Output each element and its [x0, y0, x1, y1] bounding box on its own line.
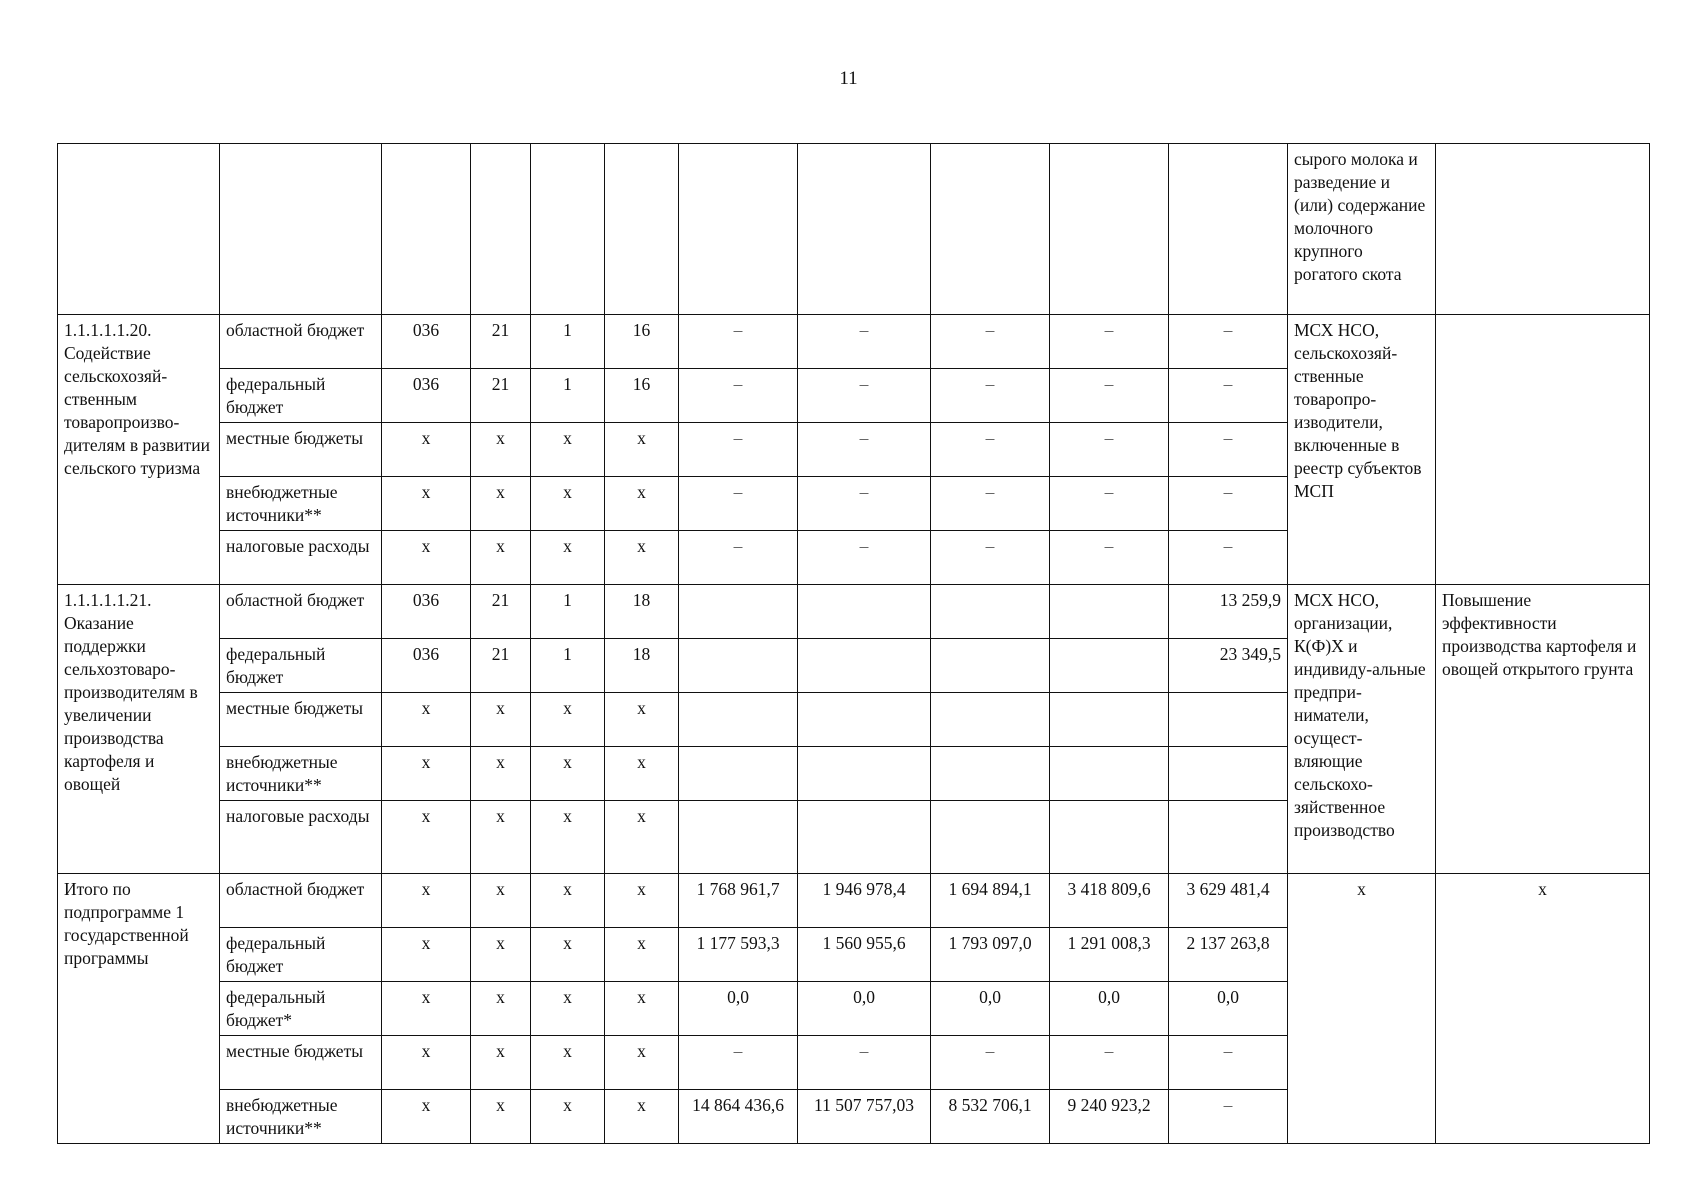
funding-source-cell: областной бюджет [220, 874, 382, 928]
budget-table [57, 143, 1650, 1144]
code-ministry-cell: х [382, 874, 471, 928]
value-year-3-cell: – [931, 531, 1050, 585]
value-year-2-cell: 0,0 [798, 982, 931, 1036]
value-year-2-cell: 1 946 978,4 [798, 874, 931, 928]
code-subprogram-cell: 1 [531, 315, 605, 369]
value-year-1-cell: – [679, 1036, 798, 1090]
funding-source-cell: местные бюджеты [220, 693, 382, 747]
code-ministry-cell: х [382, 982, 471, 1036]
value-year-5-cell: 3 629 481,4 [1169, 874, 1288, 928]
value-year-5-cell: 2 137 263,8 [1169, 928, 1288, 982]
value-year-4-cell [1050, 639, 1169, 693]
value-year-2-cell [798, 585, 931, 639]
value-year-4-cell: 3 418 809,6 [1050, 874, 1169, 928]
code-event-cell: х [605, 693, 679, 747]
funding-source-cell: налоговые расходы [220, 801, 382, 874]
funding-source-cell: федеральный бюджет [220, 928, 382, 982]
funding-source-cell: местные бюджеты [220, 423, 382, 477]
value-year-5-cell: – [1169, 1090, 1288, 1144]
code-event-cell: 18 [605, 585, 679, 639]
code-subprogram-cell: 1 [531, 639, 605, 693]
value-year-4-cell: – [1050, 477, 1169, 531]
code-section-cell: х [471, 801, 531, 874]
table-row-continuation [58, 144, 1650, 315]
table-row [58, 585, 1650, 639]
code-ministry-cell: 036 [382, 585, 471, 639]
code-ministry-cell: х [382, 423, 471, 477]
value-year-1-cell [679, 639, 798, 693]
code-section-cell: х [471, 874, 531, 928]
value-year-4-cell: – [1050, 1036, 1169, 1090]
code-ministry-cell: 036 [382, 639, 471, 693]
code-subprogram-cell: х [531, 928, 605, 982]
value-year-5-cell: – [1169, 477, 1288, 531]
value-year-2-cell: – [798, 369, 931, 423]
code-section-cell: 21 [471, 369, 531, 423]
value-year-1-cell: – [679, 315, 798, 369]
value-year-1-cell: 1 768 961,7 [679, 874, 798, 928]
funding-source-cell: внебюджетные источники** [220, 477, 382, 531]
value-year-3-cell: – [931, 369, 1050, 423]
code-section-cell: 21 [471, 585, 531, 639]
value-year-2-cell: 1 560 955,6 [798, 928, 931, 982]
funding-source-cell: внебюджетные источники** [220, 1090, 382, 1144]
value-year-3-cell [931, 801, 1050, 874]
value-year-5-cell [1169, 801, 1288, 874]
value-year-5-cell: 13 259,9 [1169, 585, 1288, 639]
code-ministry-cell: х [382, 477, 471, 531]
value-year-5-cell: 0,0 [1169, 982, 1288, 1036]
table-row [58, 315, 1650, 369]
code-event-cell: 16 [605, 369, 679, 423]
section-name-cell: Итого по подпрограмме 1 государственной программы [58, 874, 220, 1144]
code-section-cell: х [471, 747, 531, 801]
code-ministry-cell: х [382, 531, 471, 585]
code-section-cell: 21 [471, 315, 531, 369]
code-section-cell: х [471, 1036, 531, 1090]
code-event-cell: х [605, 928, 679, 982]
section-name-cell: 1.1.1.1.1.21. Оказание поддержки сельхозтоваро-производителям в увеличении производства картофеля и овощей [58, 585, 220, 874]
value-year-2-cell: – [798, 423, 931, 477]
expected-result-cell: х [1436, 874, 1650, 1144]
value-year-3-cell [931, 639, 1050, 693]
value-year-3-cell: 0,0 [931, 982, 1050, 1036]
code-event-cell: 18 [605, 639, 679, 693]
code-subprogram-cell: х [531, 693, 605, 747]
value-year-4-cell: – [1050, 423, 1169, 477]
executor-cell: МСХ НСО, сельскохозяй-ственные товаропро-изводители, включенные в реестр субъектов МСП [1288, 315, 1436, 585]
code-subprogram-cell: х [531, 874, 605, 928]
value-year-4-cell [1050, 693, 1169, 747]
value-year-5-cell: – [1169, 1036, 1288, 1090]
code-event-cell: х [605, 1036, 679, 1090]
code-ministry-cell: х [382, 1036, 471, 1090]
value-year-3-cell: – [931, 315, 1050, 369]
value-year-4-cell: – [1050, 531, 1169, 585]
value-year-1-cell [679, 693, 798, 747]
code-event-cell: х [605, 801, 679, 874]
page-number: 11 [839, 68, 858, 89]
value-year-3-cell: – [931, 1036, 1050, 1090]
executor-cell: х [1288, 874, 1436, 1144]
value-year-3-cell [931, 585, 1050, 639]
value-year-5-cell [1169, 693, 1288, 747]
code-subprogram-cell: х [531, 747, 605, 801]
code-subprogram-cell: х [531, 982, 605, 1036]
code-section-cell: 21 [471, 639, 531, 693]
code-section-cell: х [471, 982, 531, 1036]
value-year-3-cell [931, 747, 1050, 801]
value-year-1-cell: 0,0 [679, 982, 798, 1036]
value-year-5-cell: – [1169, 369, 1288, 423]
value-year-1-cell [679, 747, 798, 801]
funding-source-cell: федеральный бюджет [220, 369, 382, 423]
value-year-5-cell: – [1169, 423, 1288, 477]
value-year-5-cell [1169, 747, 1288, 801]
code-event-cell: х [605, 531, 679, 585]
value-year-3-cell: – [931, 423, 1050, 477]
value-year-4-cell: 1 291 008,3 [1050, 928, 1169, 982]
value-year-1-cell [679, 801, 798, 874]
value-year-2-cell [798, 747, 931, 801]
code-event-cell: х [605, 477, 679, 531]
value-year-3-cell: 8 532 706,1 [931, 1090, 1050, 1144]
value-year-4-cell [1050, 801, 1169, 874]
code-subprogram-cell: х [531, 1090, 605, 1144]
code-subprogram-cell: 1 [531, 585, 605, 639]
code-event-cell: 16 [605, 315, 679, 369]
value-year-2-cell: – [798, 315, 931, 369]
code-subprogram-cell: х [531, 1036, 605, 1090]
expected-result-cell [1436, 315, 1650, 585]
funding-source-cell: внебюджетные источники** [220, 747, 382, 801]
code-ministry-cell: х [382, 747, 471, 801]
code-section-cell: х [471, 693, 531, 747]
value-year-1-cell: 1 177 593,3 [679, 928, 798, 982]
code-ministry-cell: х [382, 928, 471, 982]
value-year-4-cell [1050, 585, 1169, 639]
code-ministry-cell: х [382, 1090, 471, 1144]
value-year-4-cell: – [1050, 315, 1169, 369]
value-year-1-cell: 14 864 436,6 [679, 1090, 798, 1144]
funding-source-cell: федеральный бюджет* [220, 982, 382, 1036]
value-year-5-cell: 23 349,5 [1169, 639, 1288, 693]
value-year-3-cell: – [931, 477, 1050, 531]
value-year-5-cell: – [1169, 531, 1288, 585]
code-subprogram-cell: х [531, 477, 605, 531]
funding-source-cell: областной бюджет [220, 315, 382, 369]
funding-source-cell: местные бюджеты [220, 1036, 382, 1090]
executor-cell: сырого молока и разведение и (или) содержание молочного крупного рогатого скота [1288, 144, 1436, 315]
value-year-1-cell: – [679, 531, 798, 585]
value-year-4-cell: 0,0 [1050, 982, 1169, 1036]
value-year-2-cell: – [798, 1036, 931, 1090]
code-ministry-cell: 036 [382, 315, 471, 369]
funding-source-cell: федеральный бюджет [220, 639, 382, 693]
code-section-cell: х [471, 1090, 531, 1144]
value-year-1-cell [679, 585, 798, 639]
code-event-cell: х [605, 747, 679, 801]
code-event-cell: х [605, 1090, 679, 1144]
value-year-1-cell: – [679, 477, 798, 531]
code-subprogram-cell: х [531, 531, 605, 585]
value-year-2-cell: – [798, 477, 931, 531]
code-subprogram-cell: х [531, 423, 605, 477]
value-year-2-cell [798, 693, 931, 747]
code-section-cell: х [471, 531, 531, 585]
code-event-cell: х [605, 982, 679, 1036]
value-year-2-cell: 11 507 757,03 [798, 1090, 931, 1144]
code-section-cell: х [471, 928, 531, 982]
value-year-2-cell: – [798, 531, 931, 585]
code-event-cell: х [605, 423, 679, 477]
code-ministry-cell: 036 [382, 369, 471, 423]
value-year-4-cell: 9 240 923,2 [1050, 1090, 1169, 1144]
value-year-2-cell [798, 801, 931, 874]
value-year-1-cell: – [679, 369, 798, 423]
code-subprogram-cell: 1 [531, 369, 605, 423]
code-section-cell: х [471, 423, 531, 477]
code-subprogram-cell: х [531, 801, 605, 874]
value-year-4-cell [1050, 747, 1169, 801]
funding-source-cell: областной бюджет [220, 585, 382, 639]
expected-result-cell: Повышение эффективности производства картофеля и овощей открытого грунта [1436, 585, 1650, 874]
value-year-4-cell: – [1050, 369, 1169, 423]
table-row [58, 874, 1650, 928]
code-event-cell: х [605, 874, 679, 928]
code-ministry-cell: х [382, 693, 471, 747]
section-name-cell: 1.1.1.1.1.20. Содействие сельскохозяй-ственным товаропроизво-дителям в развитии сельского туризма [58, 315, 220, 585]
value-year-3-cell: 1 694 894,1 [931, 874, 1050, 928]
value-year-3-cell: 1 793 097,0 [931, 928, 1050, 982]
value-year-2-cell [798, 639, 931, 693]
value-year-5-cell: – [1169, 315, 1288, 369]
value-year-3-cell [931, 693, 1050, 747]
code-section-cell: х [471, 477, 531, 531]
value-year-1-cell: – [679, 423, 798, 477]
code-ministry-cell: х [382, 801, 471, 874]
funding-source-cell: налоговые расходы [220, 531, 382, 585]
executor-cell: МСХ НСО, организации, К(Ф)Х и индивиду-альные предпри-ниматели, осущест-вляющие сельскохо-зяйственное производство [1288, 585, 1436, 874]
